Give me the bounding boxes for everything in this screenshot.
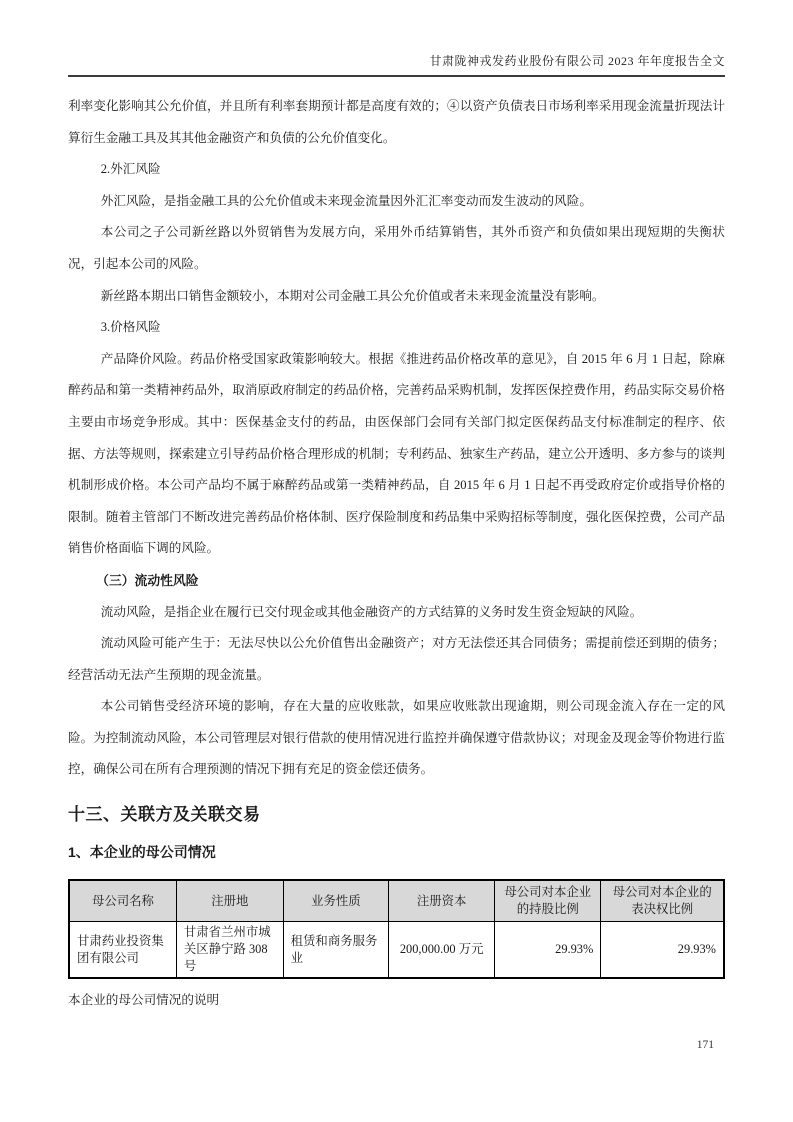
table-row xyxy=(69,922,724,979)
parent-company-name: 甘肃药业投资集团有限公司 xyxy=(69,922,176,979)
body-paragraph: 流动风险，是指企业在履行已交付现金或其他金融资产的方式结算的义务时发生资金短缺的风险。 xyxy=(100,604,643,619)
voting-rights-ratio: 29.93% xyxy=(601,922,724,979)
column-header: 母公司对本企业的持股比例 xyxy=(495,880,601,922)
registered-capital: 200,000.00 万元 xyxy=(389,922,495,979)
subsection-title: 1、本企业的母公司情况 xyxy=(68,844,216,861)
page-number: 171 xyxy=(696,1039,714,1051)
list-item-heading: 3.价格风险 xyxy=(100,320,161,335)
column-header: 业务性质 xyxy=(283,880,388,922)
column-header: 母公司对本企业的表决权比例 xyxy=(601,880,724,922)
body-paragraph: 外汇风险，是指金融工具的公允价值或未来现金流量因外汇汇率变动而发生波动的风险。 xyxy=(100,193,592,208)
column-header: 母公司名称 xyxy=(69,880,176,922)
table-header-row xyxy=(69,880,724,922)
shareholding-ratio: 29.93% xyxy=(495,922,601,979)
body-paragraph: 新丝路本期出口销售金额较小，本期对公司金融工具公允价值或者未来现金流量没有影响。 xyxy=(100,288,605,303)
column-header: 注册资本 xyxy=(389,880,495,922)
header-rule xyxy=(68,75,725,77)
business-nature: 租赁和商务服务业 xyxy=(283,922,388,979)
list-item-heading: 2.外汇风险 xyxy=(100,162,161,177)
body-paragraph: 利率变化影响其公允价值，并且所有利率套期预计都是高度有效的；④以资产负债表日市场利率采用现金流量折现法计算衍生金融工具及其其他金融资产和负债的公允价值变化。 xyxy=(68,99,725,145)
page-content xyxy=(68,91,725,1010)
registered-address: 甘肃省兰州市城关区静宁路 308 号 xyxy=(176,922,283,979)
parent-company-table xyxy=(68,879,725,979)
column-header: 注册地 xyxy=(176,880,283,922)
table-note: 本企业的母公司情况的说明 xyxy=(68,993,220,1008)
body-paragraph: 本公司销售受经济环境的影响，存在大量的应收账款，如果应收账款出现逾期，则公司现金流入存在一定的风险。为控制流动风险，本公司管理层对银行借款的使用情况进行监控并确保遵守借款协议；对现金及现金等价物进行监控，确保公司在所有合理预测的情况下拥有充足的资金偿还债务。 xyxy=(68,699,725,777)
section-heading: 十三、关联方及关联交易 xyxy=(68,805,261,825)
body-paragraph: 本公司之子公司新丝路以外贸销售为发展方向，采用外币结算销售，其外币资产和负债如果出现短期的失衡状况，引起本公司的风险。 xyxy=(68,225,725,271)
running-header: 甘肃陇神戎发药业股份有限公司 2023 年年度报告全文 xyxy=(429,54,725,68)
subsection-heading: （三）流动性风险 xyxy=(96,572,199,588)
body-paragraph: 流动风险可能产生于：无法尽快以公允价值售出金融资产；对方无法偿还其合同债务；需提前偿还到期的债务；经营活动无法产生预期的现金流量。 xyxy=(68,636,725,682)
body-paragraph: 产品降价风险。药品价格受国家政策影响较大。根据《推进药品价格改革的意见》，自 2015 年 6 月 1 日起，除麻醉药品和第一类精神药品外，取消原政府制定的药品价格，完善药品采购机制，发挥医保控费作用，药品实际交易价格主要由市场竞争形成。其中：医保基金支付的药品，由医保部门会同有关部门拟定医保药品支付标准制定的程序、依据、方法等规则，探索建立引导药品价格合理形成的机制；专利药品、独家生产药品，建立公开透明、多方参与的谈判机制形成价格。本公司产品均不属于麻醉药品或第一类精神药品，自 2015 年 6 月 1 日起不再受政府定价或指导价格的限制。随着主管部门不断改进完善药品价格体制、医疗保险制度和药品集中采购招标等制度，强化医保控费，公司产品销售价格面临下调的风险。 xyxy=(68,351,725,556)
